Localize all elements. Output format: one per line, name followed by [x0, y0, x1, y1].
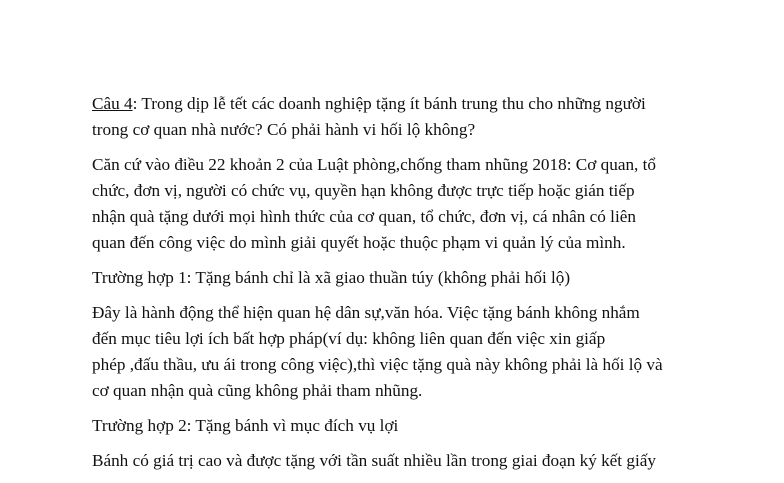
paragraph-line: cơ quan nhận quà cũng không phải tham nhũng.: [92, 381, 423, 400]
paragraph-line: nhận quà tặng dưới mọi hình thức của cơ quan, tổ chức, đơn vị, cá nhân có liên: [92, 207, 636, 226]
paragraph-line: phép ,đấu thầu, ưu ái trong công việc),thì việc tặng quà này không phải là hối lộ và: [92, 355, 663, 374]
paragraph-line: đến mục tiêu lợi ích bất hợp pháp(ví dụ: không liên quan đến việc xin giấp: [92, 329, 606, 348]
question-text-1: : Trong dịp lễ tết các doanh nghiệp tặng ít bánh trung thu cho những người: [132, 94, 646, 113]
paragraph-line: Trường hợp 1: Tặng bánh chỉ là xã giao thuần túy (không phải hối lộ): [92, 268, 571, 287]
paragraph-line: Căn cứ vào điều 22 khoản 2 của Luật phòng,chống tham nhũng 2018: Cơ quan, tổ: [92, 155, 657, 174]
question-heading: [92, 91, 712, 143]
paragraph-case-2-body: [92, 448, 712, 474]
paragraph-legal-basis: [92, 152, 712, 256]
paragraph-case-2-heading: [92, 413, 712, 439]
paragraph-line: Đây là hành động thể hiện quan hệ dân sự,văn hóa. Việc tặng bánh không nhắm: [92, 303, 640, 322]
paragraph-line: Trường hợp 2: Tặng bánh vì mục đích vụ lợi: [92, 416, 399, 435]
document-body: [92, 91, 712, 483]
paragraph-case-1-heading: [92, 265, 712, 291]
paragraph-line: quan đến công việc do mình giải quyết hoặc thuộc phạm vi quản lý của mình.: [92, 233, 626, 252]
question-label: Câu 4: [92, 94, 133, 113]
paragraph-line: Bánh có giá trị cao và được tặng với tần suất nhiều lần trong giai đoạn ký kết giấy: [92, 451, 656, 470]
paragraph-case-1-body: [92, 300, 712, 404]
question-line-1: [92, 91, 712, 117]
question-line-2: trong cơ quan nhà nước? Có phải hành vi hối lộ không?: [92, 120, 476, 139]
paragraph-line: chức, đơn vị, người có chức vụ, quyền hạn không được trực tiếp hoặc gián tiếp: [92, 181, 635, 200]
